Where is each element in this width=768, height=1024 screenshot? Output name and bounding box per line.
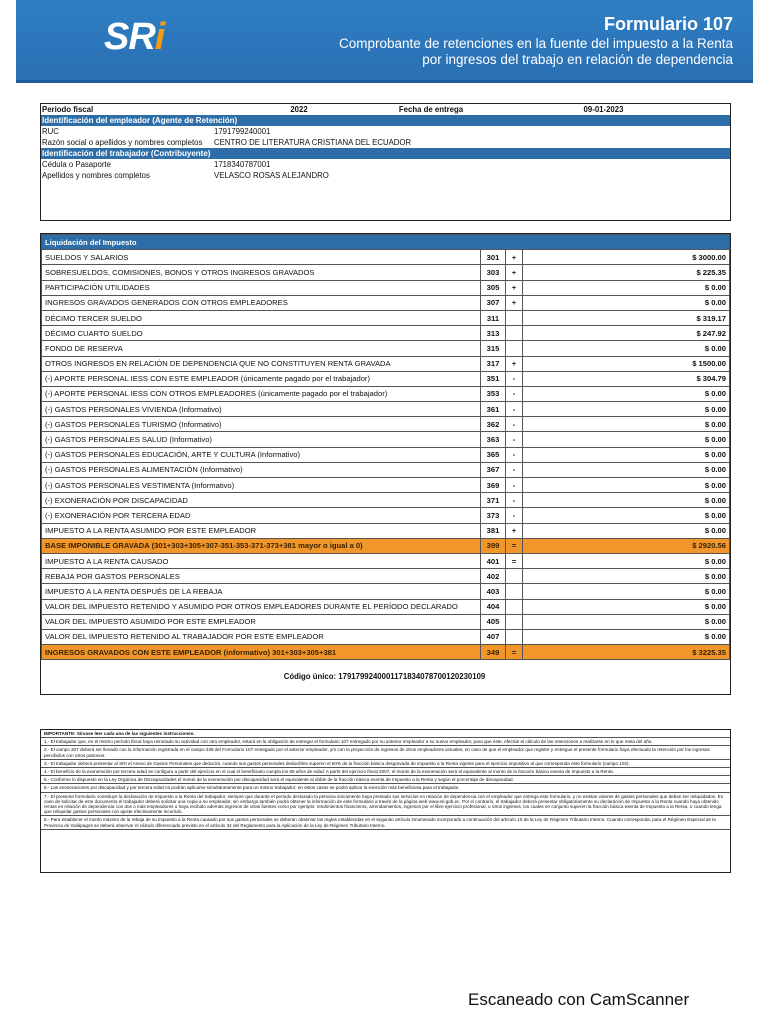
row-code: 351: [481, 371, 506, 386]
razon-value: CENTRO DE LITERATURA CRISTIANA DEL ECUADOR: [214, 138, 412, 147]
row-label: (-) GASTOS PERSONALES TURISMO (Informativo): [42, 417, 481, 432]
liquidacion-row: [42, 462, 730, 477]
row-value: $ 0.00: [523, 523, 730, 538]
codigo-unico: Código único: 17917992400011718340787001202301​09: [283, 672, 486, 681]
razon-label: Razón social o apellidos y nombres completos: [42, 138, 203, 147]
row-code: 399: [481, 538, 506, 553]
camscanner-watermark: Escaneado con CamScanner: [468, 990, 690, 1009]
row-label: IMPUESTO A LA RENTA ASUMIDO POR ESTE EMPLEADOR: [42, 523, 481, 538]
row-value: $ 0.00: [523, 569, 730, 584]
fecha-value: 09-01-2023: [583, 105, 624, 114]
row-sign: -: [506, 417, 523, 432]
liquidacion-row: [42, 417, 730, 432]
row-label: IMPUESTO A LA RENTA CAUSADO: [42, 553, 481, 568]
ruc-value: 1791799240001: [214, 127, 271, 136]
liquidacion-block: [40, 233, 731, 695]
sri-header: [16, 0, 753, 83]
row-code: 365: [481, 447, 506, 462]
row-code: 381: [481, 523, 506, 538]
liquidacion-row: [42, 265, 730, 280]
apellidos-value: VELASCO ROSAS ALEJANDRO: [214, 171, 329, 180]
instruction-note: 3.- El trabajador deberá presentar al SRI el Anexo de Gastos Personales que deducirá, cuando sus gastos personales deducibles superen el 50% de la fracción básica desgravada de impuesto a la Renta vigente para el ejercicio impositivo al que corresponda este formulario (campo 102).: [41, 760, 730, 768]
liquidacion-row: [42, 326, 730, 341]
cedula-value: 1718340787001: [214, 160, 271, 169]
row-code: 401: [481, 553, 506, 568]
row-value: $ 0.00: [523, 508, 730, 523]
liquidacion-row: [42, 447, 730, 462]
row-value: $ 1500.00: [523, 356, 730, 371]
liquidacion-row: [42, 478, 730, 493]
instruction-note: 7.- El presente formulario constituye la declaración de Impuesto a la Renta del trabajador, siempre que durante el período declarado la persona únicamente haya prestado sus servicios en relación de dependencia con el empleador que entrega este formulario, y no existan valores de gastos personales que deban ser reliquidados. En caso de solicitar de este documento el trabajador deberá solicitar una copia a su empleador, sin embargo también podrá obtener la información de este formulario a través de la página web www.sri.gob.ec. Por el contrario, el trabajador deberá presentar obligatoriamente su declaración de Impuesto a la Renta cuando haya obtenido rentas en relación de dependencia con dos o más empleadores o haya recibido además ingresos de otras fuentes como por ejemplo: rendimientos financieros, arrendamientos, ingresos por el libre ejercicio profesional, u otros ingresos, los cuales en conjunto superen la fracción básica exenta de Impuesto a la Renta, o cuando tenga que reliquidar gastos personales con ajuste efectivamente incurrido.: [41, 793, 730, 817]
row-sign: -: [506, 493, 523, 508]
row-label: (-) APORTE PERSONAL IESS CON OTROS EMPLEADORES (únicamente pagado por el trabajador): [42, 386, 481, 401]
row-sign: [506, 569, 523, 584]
row-sign: +: [506, 295, 523, 310]
row-label: INGRESOS GRAVADOS CON ESTE EMPLEADOR (informativo) 301+303+305+381: [42, 645, 481, 660]
row-sign: [506, 599, 523, 614]
row-label: (-) GASTOS PERSONALES EDUCACIÓN, ARTE Y CULTURA (Informativo): [42, 447, 481, 462]
liquidacion-row: [42, 402, 730, 417]
row-code: 305: [481, 280, 506, 295]
row-sign: -: [506, 386, 523, 401]
row-sign: [506, 341, 523, 356]
fecha-label: Fecha de entrega: [398, 105, 464, 114]
row-code: 353: [481, 386, 506, 401]
row-code: 362: [481, 417, 506, 432]
row-code: 373: [481, 508, 506, 523]
ruc-label: RUC: [42, 127, 59, 136]
form-title: Formulario 107: [603, 14, 733, 34]
row-sign: -: [506, 447, 523, 462]
sri-logo: SRi: [104, 16, 165, 58]
instruction-note: 6.- Las exoneraciones por discapacidad y por tercera edad no podrán aplicarse simultáneamente para un mismo trabajador; en estos casos se podrá aplicar la exención más beneficiosa para el trabajador.: [41, 784, 730, 792]
row-label: (-) APORTE PERSONAL IESS CON ESTE EMPLEADOR (únicamente pagado por el trabajador): [42, 371, 481, 386]
instruction-note: 4.- El beneficio de la exoneración por tercera edad se configura a partir del ejercicio en el cual el beneficiario cumpla los 65 años de edad. A partir del ejercicio fiscal 2007, el monto de la exoneración será el equivalente al monto de la fracción básica exenta de Impuesto a la Renta.: [41, 768, 730, 776]
row-sign: +: [506, 280, 523, 295]
row-code: 403: [481, 584, 506, 599]
row-label: (-) GASTOS PERSONALES SALUD (Informativo): [42, 432, 481, 447]
row-code: 313: [481, 326, 506, 341]
row-value: $ 0.00: [523, 341, 730, 356]
liquidacion-row: [42, 645, 730, 660]
row-value: $ 0.00: [523, 629, 730, 644]
empleador-section: Identificación del empleador (Agente de Retención): [41, 115, 730, 126]
row-sign: +: [506, 250, 523, 265]
liquidacion-row: [42, 508, 730, 523]
row-sign: [506, 326, 523, 341]
instruction-note: IMPORTANTE: Sírvase leer cada una de las siguientes instrucciones.: [41, 730, 730, 738]
liquidacion-row: [42, 614, 730, 629]
info-block: [40, 103, 731, 221]
instructions-block: [40, 729, 731, 873]
row-label: VALOR DEL IMPUESTO ASUMIDO POR ESTE EMPLEADOR: [42, 614, 481, 629]
row-sign: =: [506, 538, 523, 553]
row-label: (-) GASTOS PERSONALES ALIMENTACIÓN (Informativo): [42, 462, 481, 477]
row-value: $ 247.92: [523, 326, 730, 341]
row-value: $ 0.00: [523, 447, 730, 462]
row-sign: =: [506, 553, 523, 568]
row-value: $ 0.00: [523, 386, 730, 401]
row-value: $ 0.00: [523, 462, 730, 477]
row-label: VALOR DEL IMPUESTO RETENIDO AL TRABAJADOR POR ESTE EMPLEADOR: [42, 629, 481, 644]
liquidacion-row: [42, 569, 730, 584]
liquidacion-row: [42, 341, 730, 356]
liquidacion-row: [42, 295, 730, 310]
row-label: PARTICIPACIÓN UTILIDADES: [42, 280, 481, 295]
liquidacion-row: [42, 432, 730, 447]
row-label: (-) GASTOS PERSONALES VIVIENDA (Informativo): [42, 402, 481, 417]
row-sign: [506, 310, 523, 325]
row-label: (-) GASTOS PERSONALES VESTIMENTA (Informativo): [42, 478, 481, 493]
row-sign: +: [506, 523, 523, 538]
row-value: $ 2920.56: [523, 538, 730, 553]
row-label: IMPUESTO A LA RENTA DESPUÉS DE LA REBAJA: [42, 584, 481, 599]
liquidacion-row: [42, 538, 730, 553]
row-value: $ 304.79: [523, 371, 730, 386]
form-subtitle: Comprobante de retenciones en la fuente del impuesto a la Renta por ingresos del trabajo en relación de dependencia: [338, 36, 733, 67]
row-code: 311: [481, 310, 506, 325]
row-label: DÉCIMO CUARTO SUELDO: [42, 326, 481, 341]
row-sign: -: [506, 432, 523, 447]
row-sign: -: [506, 508, 523, 523]
row-value: $ 0.00: [523, 493, 730, 508]
row-label: VALOR DEL IMPUESTO RETENIDO Y ASUMIDO POR OTROS EMPLEADORES DURANTE EL PERÍODO DECLARADO: [42, 599, 481, 614]
row-code: 303: [481, 265, 506, 280]
row-label: SOBRESUELDOS, COMISIONES, BONOS Y OTROS INGRESOS GRAVADOS: [42, 265, 481, 280]
row-sign: -: [506, 371, 523, 386]
row-value: $ 3000.00: [523, 250, 730, 265]
row-value: $ 0.00: [523, 402, 730, 417]
row-code: 307: [481, 295, 506, 310]
liquidacion-section: Liquidación del Impuesto: [42, 235, 730, 250]
row-value: $ 0.00: [523, 295, 730, 310]
row-value: $ 0.00: [523, 432, 730, 447]
row-label: (-) EXONERACIÓN POR TERCERA EDAD: [42, 508, 481, 523]
row-sign: =: [506, 645, 523, 660]
instruction-note: 2.- El campo 307 deberá ser llenado con la información registrada en el campo 349 del Formulario 107 entregado por el anterior empleador, y/o con la proyección de ingresos de otros empleadores actuales, en caso de que el empleador que registre y entregue el presente formulario haya efectuado la retención por los ingresos percibidos con otros patronos.: [41, 746, 730, 759]
liquidacion-row: [42, 553, 730, 568]
row-label: OTROS INGRESOS EN RELACIÓN DE DEPENDENCIA QUE NO CONSTITUYEN RENTA GRAVADA: [42, 356, 481, 371]
row-label: REBAJA POR GASTOS PERSONALES: [42, 569, 481, 584]
liquidacion-row: [42, 629, 730, 644]
row-label: (-) EXONERACIÓN POR DISCAPACIDAD: [42, 493, 481, 508]
trabajador-section: Identificación del trabajador (Contribuyente): [41, 148, 730, 159]
row-value: $ 0.00: [523, 599, 730, 614]
row-sign: +: [506, 356, 523, 371]
row-code: 315: [481, 341, 506, 356]
instruction-note: 5.- Conforme lo dispuesto en la Ley Orgánica de Discapacidades el monto de la exoneración por discapacidad será el equivalente al doble de la fracción básica exenta de Impuesto a la Renta y según el porcentaje de discapacidad.: [41, 776, 730, 784]
row-value: $ 3225.35: [523, 645, 730, 660]
row-label: FONDO DE RESERVA: [42, 341, 481, 356]
row-code: 369: [481, 478, 506, 493]
cedula-label: Cédula o Pasaporte: [42, 160, 111, 169]
row-code: 367: [481, 462, 506, 477]
apellidos-label: Apellidos y nombres completos: [42, 171, 150, 180]
instruction-note: 8.- Para establecer el monto máximo de la rebaja de su impuesto a la Renta causado por sus gastos personales se deberán observar las reglas establecidas en el segundo artículo innumerado incorporado a continuación del artículo 10 de la Ley de Régimen Tributario Interno. Cuando corresponda, para el Régimen Especial de la Provincia de Galápagos se deberá observar el cálculo diferenciado previsto en el artículo 34 del Reglamento para la Aplicación de la Ley de Régimen Tributario Interno.: [41, 816, 730, 829]
row-label: BASE IMPONIBLE GRAVADA (301+303+305+307-351-353-371-373+381 mayor o igual a 0): [42, 538, 481, 553]
row-value: $ 0.00: [523, 584, 730, 599]
liquidacion-row: [42, 356, 730, 371]
row-value: $ 0.00: [523, 553, 730, 568]
row-code: 301: [481, 250, 506, 265]
row-sign: [506, 629, 523, 644]
row-code: 404: [481, 599, 506, 614]
row-label: DÉCIMO TERCER SUELDO: [42, 310, 481, 325]
row-sign: [506, 614, 523, 629]
liquidacion-row: [42, 493, 730, 508]
instruction-note: 1.- El trabajador que, en el mismo período fiscal haya reiniciado su actividad con otro empleador, estará en la obligación de entregar el formulario 107 entregado por su anterior empleador a su nuevo empleador, para que éste, efectúe el cálculo de las retenciones a realizarse en lo que resta del año.: [41, 738, 730, 746]
row-code: 405: [481, 614, 506, 629]
row-code: 349: [481, 645, 506, 660]
row-code: 361: [481, 402, 506, 417]
row-value: $ 319.17: [523, 310, 730, 325]
liquidacion-row: [42, 599, 730, 614]
row-code: 317: [481, 356, 506, 371]
liquidacion-row: [42, 386, 730, 401]
row-sign: -: [506, 478, 523, 493]
row-code: 407: [481, 629, 506, 644]
liquidacion-row: [42, 280, 730, 295]
row-sign: [506, 584, 523, 599]
row-code: 363: [481, 432, 506, 447]
row-value: $ 225.35: [523, 265, 730, 280]
row-value: $ 0.00: [523, 417, 730, 432]
row-value: $ 0.00: [523, 280, 730, 295]
row-sign: -: [506, 402, 523, 417]
row-label: SUELDOS Y SALARIOS: [42, 250, 481, 265]
liquidacion-row: [42, 250, 730, 265]
periodo-label: Periodo fiscal: [42, 105, 94, 114]
liquidacion-row: [42, 371, 730, 386]
row-label: INGRESOS GRAVADOS GENERADOS CON OTROS EMPLEADORES: [42, 295, 481, 310]
row-code: 402: [481, 569, 506, 584]
liquidacion-row: [42, 584, 730, 599]
row-code: 371: [481, 493, 506, 508]
row-value: $ 0.00: [523, 478, 730, 493]
periodo-value: 2022: [290, 105, 308, 114]
liquidacion-row: [42, 310, 730, 325]
row-sign: -: [506, 462, 523, 477]
row-value: $ 0.00: [523, 614, 730, 629]
row-sign: +: [506, 265, 523, 280]
liquidacion-row: [42, 523, 730, 538]
